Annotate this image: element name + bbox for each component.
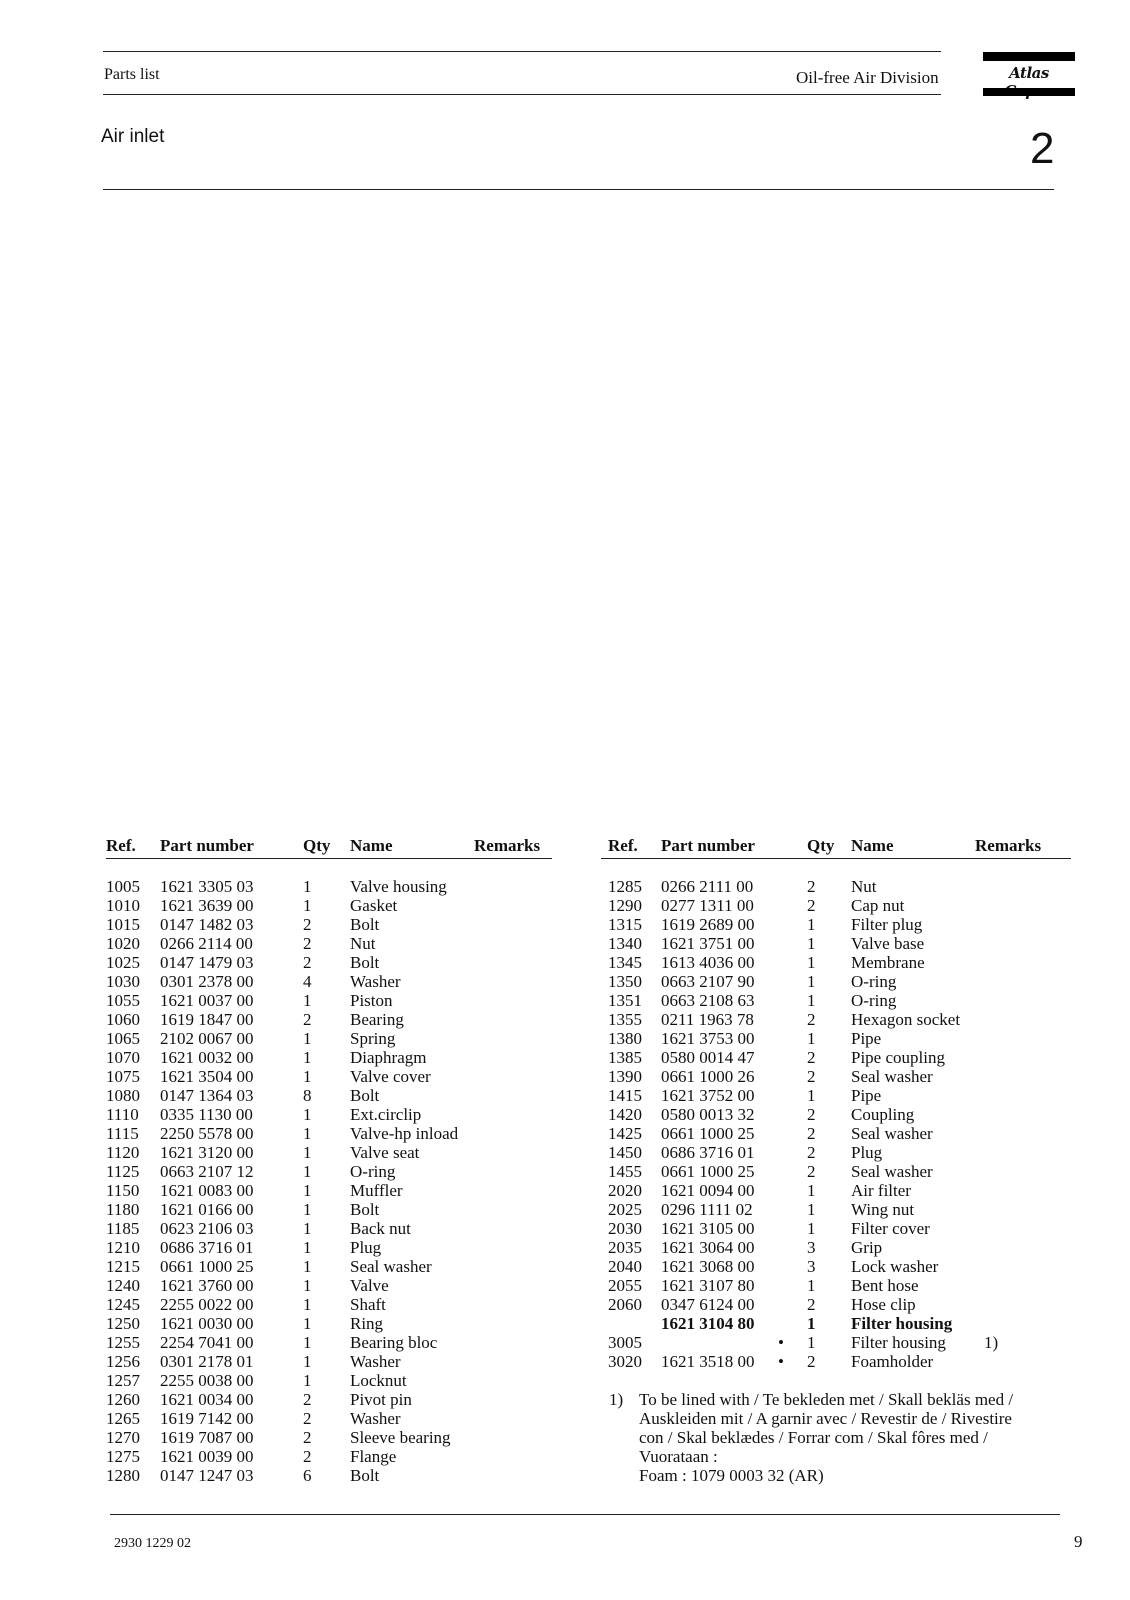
cell-qty: 2 bbox=[303, 1447, 312, 1466]
cell-ref: 1350 bbox=[608, 972, 642, 991]
header-ref: Ref. bbox=[106, 836, 136, 855]
cell-qty: 1 bbox=[807, 1219, 816, 1238]
section-rule bbox=[103, 189, 1054, 190]
header-part-number: Part number bbox=[661, 836, 755, 855]
cell-name: Pivot pin bbox=[350, 1390, 412, 1409]
cell-ref: 1110 bbox=[106, 1105, 139, 1124]
footer-rule bbox=[110, 1514, 1060, 1515]
cell-part-number: 0266 2111 00 bbox=[661, 877, 754, 896]
cell-part-number: 1621 0037 00 bbox=[160, 991, 254, 1010]
cell-ref: 1260 bbox=[106, 1390, 140, 1409]
cell-part-number: 0296 1111 02 bbox=[661, 1200, 753, 1219]
cell-mark: • bbox=[778, 1352, 784, 1371]
cell-ref: 1290 bbox=[608, 896, 642, 915]
cell-name: Valve-hp inload bbox=[350, 1124, 459, 1143]
footnote-text bbox=[639, 1390, 1079, 1485]
cell-name: Locknut bbox=[350, 1371, 407, 1390]
cell-qty: 1 bbox=[303, 1200, 312, 1219]
cell-part-number: 1621 3120 00 bbox=[160, 1143, 254, 1162]
footnote-marker: 1) bbox=[609, 1390, 624, 1409]
cell-ref: 1070 bbox=[106, 1048, 140, 1067]
cell-part-number: 1619 7087 00 bbox=[160, 1428, 254, 1447]
header-ref: Ref. bbox=[608, 836, 638, 855]
cell-ref: 1125 bbox=[106, 1162, 140, 1181]
cell-name: Washer bbox=[350, 1352, 401, 1371]
cell-part-number: 1621 0083 00 bbox=[160, 1181, 254, 1200]
cell-name: Valve housing bbox=[350, 877, 447, 896]
cell-ref: 1450 bbox=[608, 1143, 642, 1162]
cell-qty: 2 bbox=[807, 896, 816, 915]
header-qty: Qty bbox=[303, 836, 331, 855]
division-name: Oil-free Air Division bbox=[796, 68, 939, 87]
header-qty: Qty bbox=[807, 836, 835, 855]
cell-part-number: 0686 3716 01 bbox=[160, 1238, 254, 1257]
cell-qty: 1 bbox=[807, 1029, 816, 1048]
cell-ref: 1210 bbox=[106, 1238, 140, 1257]
cell-name: Seal washer bbox=[851, 1067, 933, 1086]
cell-ref: 1455 bbox=[608, 1162, 642, 1181]
cell-qty: 1 bbox=[807, 1314, 816, 1333]
header-part-number: Part number bbox=[160, 836, 254, 855]
cell-qty: 1 bbox=[807, 972, 816, 991]
cell-name: Membrane bbox=[851, 953, 925, 972]
cell-name: Back nut bbox=[350, 1219, 411, 1238]
cell-qty: 1 bbox=[303, 1295, 312, 1314]
cell-qty: 1 bbox=[807, 1333, 816, 1352]
cell-name: Seal washer bbox=[350, 1257, 432, 1276]
cell-qty: 1 bbox=[303, 877, 312, 896]
cell-qty: 3 bbox=[807, 1238, 816, 1257]
cell-name: Seal washer bbox=[851, 1124, 933, 1143]
cell-part-number: 1621 0030 00 bbox=[160, 1314, 254, 1333]
cell-part-number: 0686 3716 01 bbox=[661, 1143, 755, 1162]
cell-ref: 2030 bbox=[608, 1219, 642, 1238]
cell-part-number: 1621 3305 03 bbox=[160, 877, 254, 896]
cell-ref: 2055 bbox=[608, 1276, 642, 1295]
cell-part-number: 2254 7041 00 bbox=[160, 1333, 254, 1352]
footnote-line: To be lined with / Te bekleden met / Skall bekläs med / bbox=[639, 1390, 1014, 1409]
cell-name: Grip bbox=[851, 1238, 883, 1257]
cell-name: Filter cover bbox=[851, 1219, 930, 1238]
cell-ref: 1180 bbox=[106, 1200, 140, 1219]
cell-name: Air filter bbox=[851, 1181, 911, 1200]
cell-name: Filter plug bbox=[851, 915, 923, 934]
cell-qty: 1 bbox=[807, 934, 816, 953]
cell-name: Pipe bbox=[851, 1086, 882, 1105]
cell-part-number: 0661 1000 25 bbox=[661, 1124, 755, 1143]
cell-qty: 4 bbox=[303, 972, 312, 991]
cell-qty: 1 bbox=[303, 1067, 312, 1086]
cell-name: Bolt bbox=[350, 1466, 380, 1485]
cell-name: Bolt bbox=[350, 915, 380, 934]
cell-qty: 1 bbox=[303, 1124, 312, 1143]
cell-ref: 1115 bbox=[106, 1124, 139, 1143]
cell-ref: 1280 bbox=[106, 1466, 140, 1485]
cell-ref: 1185 bbox=[106, 1219, 140, 1238]
cell-qty: 1 bbox=[303, 1143, 312, 1162]
cell-name: Filter housing bbox=[851, 1314, 953, 1333]
cell-ref: 1340 bbox=[608, 934, 642, 953]
cell-ref: 1285 bbox=[608, 877, 642, 896]
header-name: Name bbox=[851, 836, 894, 855]
cell-ref: 1245 bbox=[106, 1295, 140, 1314]
table-header-rule bbox=[106, 858, 552, 859]
cell-ref: 2040 bbox=[608, 1257, 642, 1276]
cell-part-number: 0347 6124 00 bbox=[661, 1295, 755, 1314]
footnote-line: Foam : 1079 0003 32 (AR) bbox=[639, 1466, 824, 1485]
cell-part-number: 0147 1479 03 bbox=[160, 953, 254, 972]
cell-part-number: 1621 3504 00 bbox=[160, 1067, 254, 1086]
footnote-line: con / Skal beklædes / Forrar com / Skal fôres med / bbox=[639, 1428, 988, 1447]
cell-name: Ext.circlip bbox=[350, 1105, 422, 1124]
cell-remark: 1) bbox=[984, 1333, 999, 1352]
cell-name: Washer bbox=[350, 972, 401, 991]
cell-ref: 1080 bbox=[106, 1086, 140, 1105]
cell-ref: 1420 bbox=[608, 1105, 642, 1124]
parts-table-left bbox=[106, 836, 552, 1485]
cell-ref: 1265 bbox=[106, 1409, 140, 1428]
cell-ref: 1215 bbox=[106, 1257, 140, 1276]
cell-ref: 1345 bbox=[608, 953, 642, 972]
header-top-rule bbox=[103, 51, 941, 52]
cell-ref: 2060 bbox=[608, 1295, 642, 1314]
cell-qty: 1 bbox=[807, 953, 816, 972]
cell-mark: • bbox=[778, 1333, 784, 1352]
cell-ref: 1005 bbox=[106, 877, 140, 896]
cell-part-number: 0661 1000 26 bbox=[661, 1067, 755, 1086]
logo-bottom-bar bbox=[983, 88, 1075, 96]
cell-part-number: 0661 1000 25 bbox=[160, 1257, 254, 1276]
cell-qty: 1 bbox=[303, 1048, 312, 1067]
cell-part-number: 2102 0067 00 bbox=[160, 1029, 254, 1048]
cell-part-number: 0147 1364 03 bbox=[160, 1086, 254, 1105]
section-number: 2 bbox=[1030, 124, 1055, 173]
cell-part-number: 1613 4036 00 bbox=[661, 953, 755, 972]
cell-part-number: 1619 1847 00 bbox=[160, 1010, 254, 1029]
cell-part-number: 1621 3752 00 bbox=[661, 1086, 755, 1105]
cell-qty: 2 bbox=[807, 1010, 816, 1029]
cell-ref: 1060 bbox=[106, 1010, 140, 1029]
cell-ref: 2035 bbox=[608, 1238, 642, 1257]
cell-ref: 1120 bbox=[106, 1143, 140, 1162]
cell-name: Valve base bbox=[851, 934, 925, 953]
header-remarks: Remarks bbox=[474, 836, 541, 855]
cell-ref: 3020 bbox=[608, 1352, 642, 1371]
cell-part-number: 0623 2106 03 bbox=[160, 1219, 254, 1238]
cell-name: Plug bbox=[350, 1238, 382, 1257]
cell-qty: 2 bbox=[303, 1010, 312, 1029]
cell-name: Valve cover bbox=[350, 1067, 431, 1086]
cell-qty: 1 bbox=[303, 1276, 312, 1295]
cell-ref: 1065 bbox=[106, 1029, 140, 1048]
cell-name: Filter housing bbox=[851, 1333, 946, 1352]
section-title: Air inlet bbox=[101, 126, 165, 147]
cell-part-number: 1621 3751 00 bbox=[661, 934, 755, 953]
cell-part-number: 1621 3639 00 bbox=[160, 896, 254, 915]
cell-ref: 1257 bbox=[106, 1371, 140, 1390]
cell-name: Hexagon socket bbox=[851, 1010, 961, 1029]
cell-qty: 1 bbox=[303, 1352, 312, 1371]
cell-qty: 2 bbox=[807, 1295, 816, 1314]
cell-name: Diaphragm bbox=[350, 1048, 427, 1067]
cell-name: Nut bbox=[350, 934, 376, 953]
cell-qty: 3 bbox=[807, 1257, 816, 1276]
cell-name: Foamholder bbox=[851, 1352, 934, 1371]
cell-ref: 1055 bbox=[106, 991, 140, 1010]
cell-qty: 6 bbox=[303, 1466, 312, 1485]
cell-name: Muffler bbox=[350, 1181, 403, 1200]
logo-wordmark: Atlas bbox=[1009, 64, 1049, 82]
cell-part-number: 0661 1000 25 bbox=[661, 1162, 755, 1181]
cell-part-number: 0663 2108 63 bbox=[661, 991, 755, 1010]
cell-name: Gasket bbox=[350, 896, 398, 915]
cell-ref: 1020 bbox=[106, 934, 140, 953]
cell-part-number: 1621 3107 80 bbox=[661, 1276, 755, 1295]
cell-ref: 1270 bbox=[106, 1428, 140, 1447]
cell-name: Spring bbox=[350, 1029, 396, 1048]
cell-qty: 1 bbox=[303, 1371, 312, 1390]
cell-qty: 1 bbox=[303, 1333, 312, 1352]
cell-ref: 1390 bbox=[608, 1067, 642, 1086]
cell-name: Flange bbox=[350, 1447, 397, 1466]
cell-qty: 2 bbox=[303, 934, 312, 953]
cell-ref: 1030 bbox=[106, 972, 140, 991]
cell-name: Plug bbox=[851, 1143, 883, 1162]
cell-part-number: 1619 2689 00 bbox=[661, 915, 755, 934]
cell-name: Bent hose bbox=[851, 1276, 919, 1295]
page-number: 9 bbox=[1074, 1532, 1083, 1551]
cell-name: Washer bbox=[350, 1409, 401, 1428]
table-header-row bbox=[608, 836, 1080, 860]
cell-qty: 2 bbox=[807, 1143, 816, 1162]
cell-qty: 1 bbox=[807, 1181, 816, 1200]
cell-part-number: 0301 2178 01 bbox=[160, 1352, 254, 1371]
cell-part-number: 2250 5578 00 bbox=[160, 1124, 254, 1143]
cell-part-number: 2255 0038 00 bbox=[160, 1371, 254, 1390]
cell-qty: 2 bbox=[807, 1162, 816, 1181]
cell-part-number: 2255 0022 00 bbox=[160, 1295, 254, 1314]
cell-part-number: 1621 3064 00 bbox=[661, 1238, 755, 1257]
cell-ref: 1025 bbox=[106, 953, 140, 972]
cell-name: Bolt bbox=[350, 1200, 380, 1219]
cell-name: Piston bbox=[350, 991, 393, 1010]
cell-name: Pipe bbox=[851, 1029, 882, 1048]
table-header-rule bbox=[601, 858, 1071, 859]
footnote-line: Auskleiden mit / A garnir avec / Revestir de / Rivestire bbox=[639, 1409, 1012, 1428]
cell-ref: 1351 bbox=[608, 991, 642, 1010]
cell-name: Valve seat bbox=[350, 1143, 420, 1162]
cell-name: Bearing bbox=[350, 1010, 404, 1029]
footnote-line: Vuorataan : bbox=[639, 1447, 718, 1466]
cell-qty: 1 bbox=[303, 1181, 312, 1200]
cell-part-number: 0147 1482 03 bbox=[160, 915, 254, 934]
cell-part-number: 1621 0094 00 bbox=[661, 1181, 755, 1200]
cell-qty: 1 bbox=[303, 991, 312, 1010]
atlas-copco-logo bbox=[983, 52, 1075, 96]
cell-ref: 1275 bbox=[106, 1447, 140, 1466]
cell-qty: 1 bbox=[303, 1314, 312, 1333]
cell-name: Coupling bbox=[851, 1105, 915, 1124]
cell-qty: 2 bbox=[807, 1048, 816, 1067]
cell-part-number: 1621 0166 00 bbox=[160, 1200, 254, 1219]
cell-qty: 2 bbox=[303, 1390, 312, 1409]
parts-table-right bbox=[608, 836, 1080, 1371]
cell-qty: 1 bbox=[303, 1029, 312, 1048]
cell-part-number: 0663 2107 90 bbox=[661, 972, 755, 991]
cell-part-number: 0147 1247 03 bbox=[160, 1466, 254, 1485]
cell-ref: 1075 bbox=[106, 1067, 140, 1086]
header-remarks: Remarks bbox=[975, 836, 1042, 855]
cell-qty: 2 bbox=[303, 1409, 312, 1428]
cell-name: O-ring bbox=[851, 991, 897, 1010]
cell-ref: 1380 bbox=[608, 1029, 642, 1048]
cell-ref: 1425 bbox=[608, 1124, 642, 1143]
cell-ref: 2025 bbox=[608, 1200, 642, 1219]
cell-qty: 2 bbox=[807, 877, 816, 896]
cell-qty: 2 bbox=[303, 1428, 312, 1447]
cell-part-number: 1621 3753 00 bbox=[661, 1029, 755, 1048]
cell-name: O-ring bbox=[851, 972, 897, 991]
cell-ref: 1415 bbox=[608, 1086, 642, 1105]
cell-part-number: 1621 3518 00 bbox=[661, 1352, 755, 1371]
cell-name: Bolt bbox=[350, 1086, 380, 1105]
cell-qty: 1 bbox=[303, 1238, 312, 1257]
cell-part-number: 0580 0014 47 bbox=[661, 1048, 755, 1067]
cell-qty: 1 bbox=[807, 915, 816, 934]
cell-ref: 1255 bbox=[106, 1333, 140, 1352]
table-header-row bbox=[106, 836, 552, 860]
cell-ref: 1385 bbox=[608, 1048, 642, 1067]
cell-ref: 1355 bbox=[608, 1010, 642, 1029]
cell-name: Nut bbox=[851, 877, 877, 896]
document-number: 2930 1229 02 bbox=[114, 1536, 191, 1551]
cell-qty: 8 bbox=[303, 1086, 312, 1105]
cell-name: Cap nut bbox=[851, 896, 905, 915]
header-name: Name bbox=[350, 836, 393, 855]
cell-qty: 1 bbox=[807, 1086, 816, 1105]
cell-name: Hose clip bbox=[851, 1295, 916, 1314]
cell-qty: 1 bbox=[303, 1162, 312, 1181]
cell-ref: 1315 bbox=[608, 915, 642, 934]
cell-name: Sleeve bearing bbox=[350, 1428, 451, 1447]
cell-name: Shaft bbox=[350, 1295, 386, 1314]
cell-name: O-ring bbox=[350, 1162, 396, 1181]
cell-name: Seal washer bbox=[851, 1162, 933, 1181]
cell-ref: 1150 bbox=[106, 1181, 140, 1200]
cell-name: Lock washer bbox=[851, 1257, 939, 1276]
cell-part-number: 1621 3104 80 bbox=[661, 1314, 755, 1333]
cell-qty: 1 bbox=[303, 1257, 312, 1276]
cell-part-number: 0301 2378 00 bbox=[160, 972, 254, 991]
cell-part-number: 1621 0032 00 bbox=[160, 1048, 254, 1067]
cell-part-number: 1621 3068 00 bbox=[661, 1257, 755, 1276]
cell-ref: 1010 bbox=[106, 896, 140, 915]
cell-qty: 2 bbox=[807, 1105, 816, 1124]
cell-qty: 1 bbox=[807, 1200, 816, 1219]
cell-ref: 1256 bbox=[106, 1352, 140, 1371]
cell-part-number: 1621 0039 00 bbox=[160, 1447, 254, 1466]
cell-qty: 1 bbox=[807, 991, 816, 1010]
cell-qty: 1 bbox=[303, 896, 312, 915]
cell-part-number: 0335 1130 00 bbox=[160, 1105, 253, 1124]
cell-ref: 1015 bbox=[106, 915, 140, 934]
cell-part-number: 0266 2114 00 bbox=[160, 934, 253, 953]
cell-part-number: 1619 7142 00 bbox=[160, 1409, 254, 1428]
cell-part-number: 1621 3760 00 bbox=[160, 1276, 254, 1295]
cell-ref: 3005 bbox=[608, 1333, 642, 1352]
document-type: Parts list bbox=[104, 66, 160, 83]
cell-ref: 1240 bbox=[106, 1276, 140, 1295]
cell-qty: 2 bbox=[303, 915, 312, 934]
cell-qty: 2 bbox=[807, 1352, 816, 1371]
cell-part-number: 0211 1963 78 bbox=[661, 1010, 754, 1029]
cell-qty: 1 bbox=[807, 1276, 816, 1295]
cell-qty: 1 bbox=[303, 1105, 312, 1124]
cell-name: Wing nut bbox=[851, 1200, 915, 1219]
header-bottom-rule bbox=[103, 94, 941, 95]
cell-part-number: 0663 2107 12 bbox=[160, 1162, 254, 1181]
cell-qty: 2 bbox=[303, 953, 312, 972]
cell-ref: 1250 bbox=[106, 1314, 140, 1333]
cell-name: Valve bbox=[350, 1276, 389, 1295]
cell-part-number: 1621 3105 00 bbox=[661, 1219, 755, 1238]
cell-name: Bearing bloc bbox=[350, 1333, 438, 1352]
logo-top-bar bbox=[983, 52, 1075, 61]
cell-part-number: 0580 0013 32 bbox=[661, 1105, 755, 1124]
cell-name: Ring bbox=[350, 1314, 384, 1333]
cell-part-number: 1621 0034 00 bbox=[160, 1390, 254, 1409]
cell-name: Pipe coupling bbox=[851, 1048, 945, 1067]
cell-name: Bolt bbox=[350, 953, 380, 972]
cell-qty: 1 bbox=[303, 1219, 312, 1238]
cell-ref: 2020 bbox=[608, 1181, 642, 1200]
cell-part-number: 0277 1311 00 bbox=[661, 896, 754, 915]
cell-qty: 2 bbox=[807, 1124, 816, 1143]
cell-qty: 2 bbox=[807, 1067, 816, 1086]
